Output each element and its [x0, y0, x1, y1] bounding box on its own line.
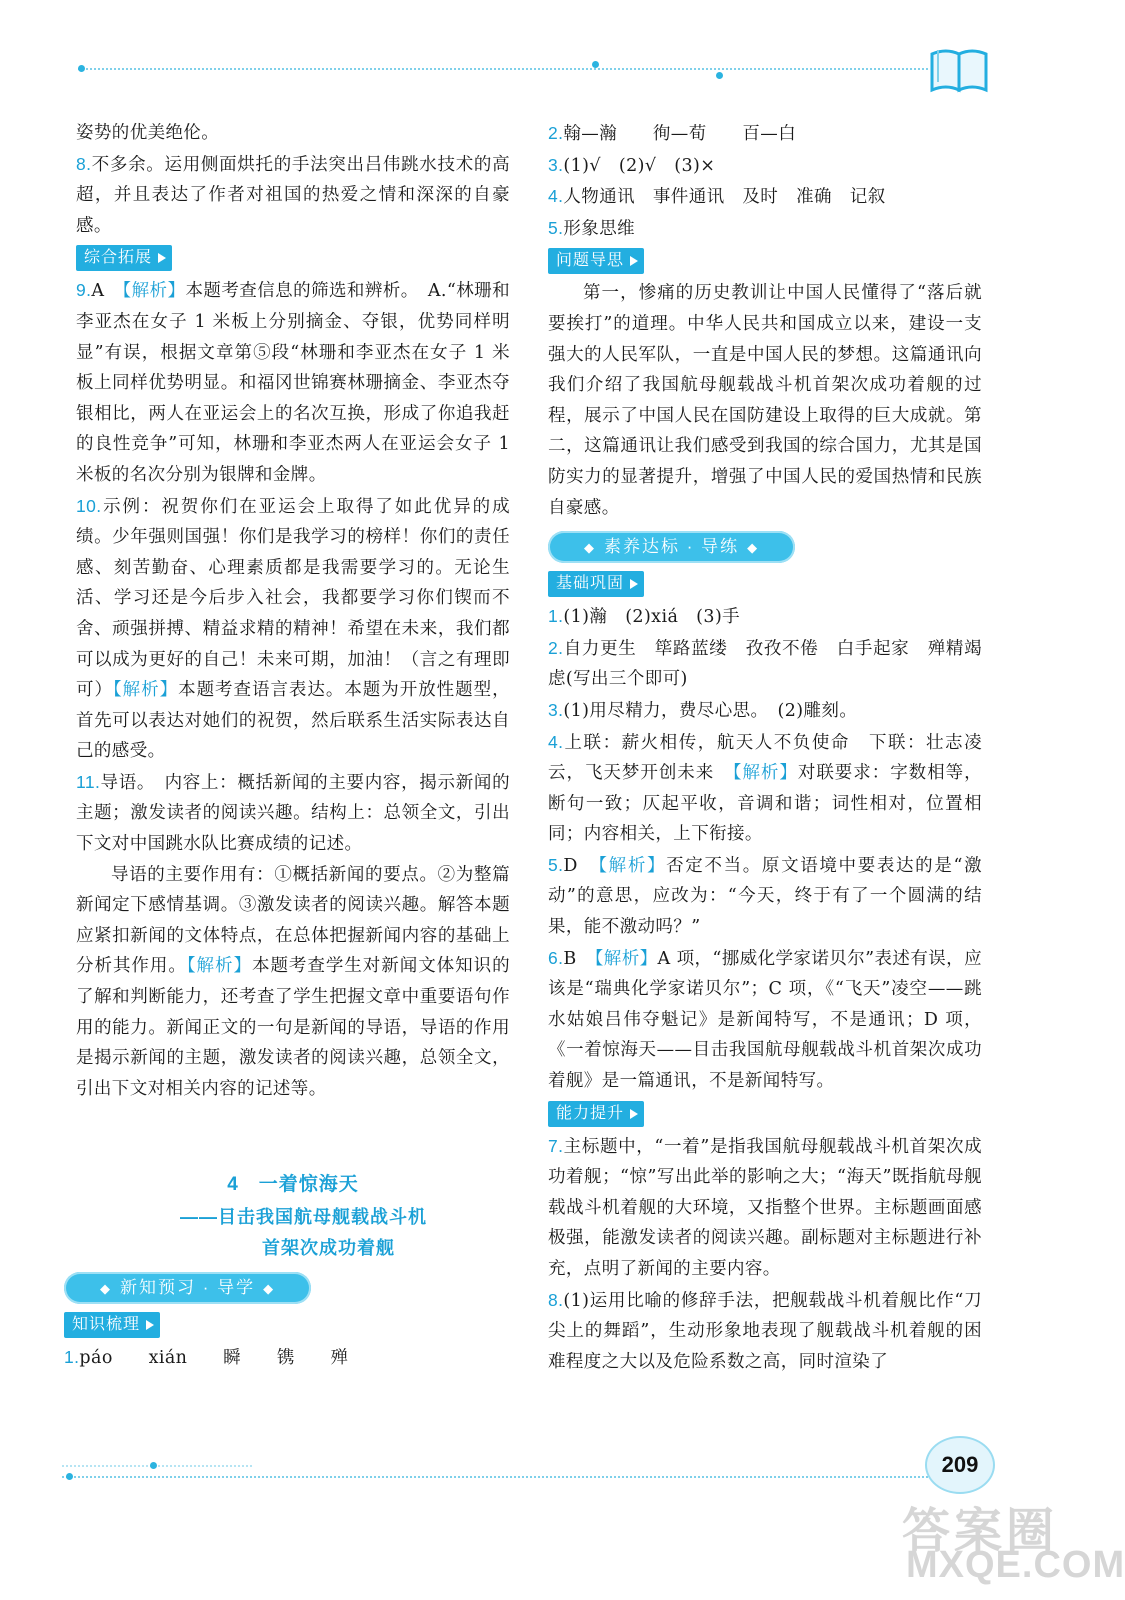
answer-choice: A [91, 281, 123, 302]
page-number-badge [925, 1436, 995, 1494]
watermark-url: MXQE.COM [906, 1544, 1125, 1586]
answer-11-detail [76, 860, 510, 1105]
practice-answer-5 [548, 850, 982, 943]
answer-text: 形象思维 [563, 218, 636, 239]
practice-answer-3 [548, 695, 982, 727]
section-tag-basic-consolidation: 基础巩固 [548, 571, 644, 597]
analysis-text: 对联要求：字数相等，断句一致；仄起平收，音调和谐；词性相对，位置相同；内容相关，上下衔接。 [548, 763, 983, 845]
question-number: 9. [76, 280, 92, 301]
analysis-label: 【解析】 [598, 855, 667, 876]
watermark-logo [900, 1492, 1125, 1596]
footer-dotted-line [62, 1465, 252, 1467]
practice-answer-7 [548, 1131, 982, 1285]
right-column [548, 118, 982, 1377]
question-number: 1. [548, 606, 564, 627]
header-dot [78, 65, 85, 72]
section-banner-practice [548, 531, 795, 563]
analysis-label: 【解析】 [122, 281, 186, 302]
left-column [64, 118, 510, 1374]
answer-4 [548, 181, 982, 213]
practice-answer-1 [548, 601, 982, 633]
analysis-label: 【解析】 [112, 680, 179, 701]
answer-text: 自力更生 筚路蓝缕 孜孜不倦 白手起家 殚精竭虑(写出三个即可) [548, 638, 982, 690]
question-number: 10. [76, 495, 102, 516]
section-tag-comprehensive-expansion: 综合拓展 [76, 245, 172, 271]
practice-answer-4 [548, 727, 982, 850]
footer-dot [150, 1462, 157, 1469]
answer-text: (1)瀚 (2)xiá (3)手 [563, 607, 741, 628]
diamond-icon: ◆ [263, 1281, 276, 1297]
question-number: 3. [548, 699, 564, 720]
answer-2 [548, 118, 982, 150]
answer-11 [76, 767, 510, 860]
practice-answer-8 [548, 1285, 982, 1378]
answer-9 [76, 275, 510, 490]
answer-text: 翰—瀚 徇—荀 百—白 [563, 124, 797, 144]
answer-text: 不多余。运用侧面烘托的手法突出吕伟跳水技术的高超，并且表达了作者对祖国的热爱之情和深深的自豪感。 [76, 154, 510, 236]
question-number: 4. [548, 186, 564, 207]
answer-text: 导语。 内容上：概括新闻的主要内容，揭示新闻的主题；激发读者的阅读兴趣。结构上：总领全文，引出下文对中国跳水队比赛成绩的记述。 [76, 772, 510, 855]
page-number: 209 [941, 1452, 979, 1477]
question-number: 2. [548, 123, 564, 143]
analysis-label: 【解析】 [594, 948, 658, 969]
lesson-number: 4 [227, 1174, 239, 1196]
banner-label: 素养达标 · 导练 [604, 537, 740, 557]
header-dot [592, 61, 599, 68]
answer-text: (1)运用比喻的修辞手法，把舰载战斗机着舰比作“刀尖上的舞蹈”，生动形象地表现了舰载战斗机着舰的困难程度之大以及危险系数之高，同时渲染了 [548, 1290, 982, 1372]
lesson-subtitle-line1: ——目击我国航母舰载战斗机 [180, 1207, 427, 1228]
answer-10 [76, 491, 510, 767]
question-number: 6. [548, 947, 564, 968]
lesson-subtitle-line2: 首架次成功着舰 [262, 1238, 395, 1259]
section-tag-knowledge-summary: 知识梳理 [64, 1312, 160, 1338]
question-number: 8. [76, 153, 92, 174]
watermark-text: 答案圈 [902, 1505, 1059, 1558]
analysis-text: A 项，“挪威化学家诺贝尔”表述有误，应该是“瑞典化学家诺贝尔”；C 项，《“飞天”凌空——跳水姑娘吕伟夺魁记》是新闻特写，不是通讯；D 项，《一着惊海天——目击我国航母舰载战斗机首架次成功着舰》是一篇通讯，不是新闻特写。 [548, 948, 982, 1092]
answer-text: (1)用尽精力，费尽心思。 (2)雕刻。 [563, 700, 858, 721]
analysis-text: 本题考查信息的筛选和辨析。 A.“林珊和李亚杰在女子 1 米板上分别摘金、夺银，优势同样明显”有误，根据文章第⑤段“林珊和李亚杰在女子 1 米板上同样优势明显。和福冈世锦赛林珊摘金、李亚杰夺银相比，两人在亚运会上的名次互换，形成了你追我赶的良性竞争”可知，林珊和李亚杰两人在亚运会女子 1 米板的名次分别为银牌和金牌。 [76, 281, 510, 485]
question-number: 4. [548, 731, 564, 752]
section-tag-question-guide: 问题导思 [548, 248, 644, 274]
practice-answer-2 [548, 633, 982, 695]
banner-label: 新知预习 · 导学 [120, 1278, 256, 1298]
analysis-text: 本题考查学生对新闻文体知识的了解和判断能力，还考查了学生把握文章中重要语句作用的能力。新闻正文的一句是新闻的导语，导语的作用是揭示新闻的主题，激发读者的阅读兴趣，总领全文，引出下文对相关内容的记述等。 [76, 956, 510, 1099]
paragraph: 姿势的优美绝伦。 [76, 123, 220, 143]
diamond-icon: ◆ [100, 1281, 112, 1297]
question-number: 8. [548, 1289, 564, 1310]
practice-answer-6 [548, 943, 982, 1097]
answer-text: 主标题中，“一着”是指我国航母舰载战斗机首架次成功着舰；“惊”写出此举的影响之大；“海天”既指航母舰载战斗机着舰的大环境，又指整个世界。主标题画面感极强，能激发读者的阅读兴趣。副标题对主标题进行补充，点明了新闻的主要内容。 [548, 1136, 982, 1279]
footer-dot [66, 1473, 73, 1480]
question-guide-text: 第一，惨痛的历史教训让中国人民懂得了“落后就要挨打”的道理。中华人民共和国成立以来，建设一支强大的人民军队，一直是中国人民的梦想。这篇通讯向我们介绍了我国航母舰载战斗机首架次成功着舰的过程，展示了中国人民在国防建设上取得的巨大成就。第二，这篇通讯让我们感受到我国的综合国力，尤其是国防实力的显著提升，增强了中国人民的爱国热情和民族自豪感。 [548, 283, 982, 518]
analysis-text: 本题考查语言表达。本题为开放性题型，首先可以表达对她们的祝贺，然后联系生活实际表达自己的感受。 [76, 680, 510, 762]
answer-text: 导语的主要作用有：①概括新闻的要点。②为整篇新闻定下感情基调。③激发读者的阅读兴趣。解答本题应紧扣新闻的文体特点，在总体把握新闻内容的基础上分析其作用。 [76, 864, 510, 977]
question-number: 3. [548, 154, 564, 175]
answer-8 [76, 149, 510, 242]
answer-text: 人物通讯 事件通讯 及时 准确 记叙 [563, 187, 886, 208]
lesson-title [76, 1168, 510, 1202]
answer-3 [548, 150, 982, 182]
answer-1 [64, 1342, 510, 1374]
answer-text: 上联：薪火相传，航天人不负使命 下联：壮志凌云，飞天梦开创未来 [548, 732, 982, 784]
question-number: 7. [548, 1135, 564, 1156]
answer-text: (1)√ (2)√ (3)× [563, 155, 716, 176]
header-dot [716, 72, 723, 79]
question-number: 5. [548, 854, 564, 875]
lesson-title-text: 一着惊海天 [258, 1174, 359, 1196]
answer-text: páo xián 瞬 镌 殚 [79, 1348, 349, 1369]
diamond-icon: ◆ [584, 540, 596, 556]
header-dotted-line [78, 68, 928, 70]
section-banner-preview [64, 1272, 311, 1304]
answer-choice: D [563, 855, 599, 876]
analysis-label: 【解析】 [732, 763, 798, 784]
section-tag-ability-improvement: 能力提升 [548, 1101, 644, 1127]
footer-dotted-line [62, 1476, 932, 1478]
answer-choice: B [563, 948, 595, 969]
answer-text: 示例：祝贺你们在亚运会上取得了如此优异的成绩。少年强则国强！你们是我学习的榜样！你们的责任感、刻苦勤奋、心理素质都是我需要学习的。无论生活、学习还是今后步入社会，我都要学习你们锲而不舍、顽强拼搏、精益求精的精神！希望在未来，我们都可以成为更好的自己！未来可期，加油！（言之有理即可） [76, 496, 510, 701]
analysis-text: 否定不当。原文语境中要表达的是“激动”的意思，应改为：“今天，终于有了一个圆满的结果，能不激动吗？” [548, 855, 982, 938]
diamond-icon: ◆ [747, 540, 760, 556]
question-number: 11. [76, 771, 101, 792]
open-book-icon [928, 44, 990, 96]
question-number: 5. [548, 217, 564, 238]
question-number: 1. [64, 1347, 80, 1368]
analysis-label: 【解析】 [186, 956, 252, 977]
question-number: 2. [548, 637, 564, 658]
answer-5 [548, 213, 982, 245]
